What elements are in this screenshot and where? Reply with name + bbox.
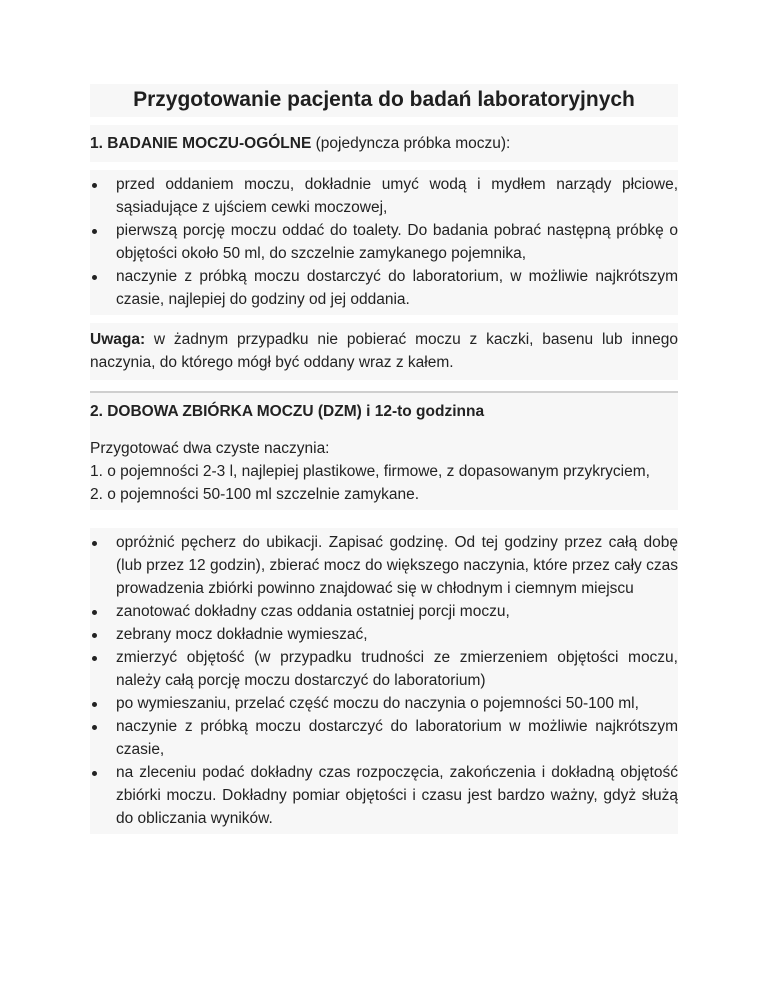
bullet-icon [92, 702, 97, 707]
list-item: zmierzyć objętość (w przypadku trudności ze zmierzeniem objętości moczu, należy całą porcję moczu dostarczyć do laboratorium) [90, 646, 678, 692]
list-item: przed oddaniem moczu, dokładnie umyć wodą i mydłem narządy płciowe, sąsiadujące z ujściem cewki moczowej, [90, 173, 678, 219]
document-page [90, 84, 678, 834]
list-item: naczynie z próbką moczu dostarczyć do laboratorium, w możliwie najkrótszym czasie, najlepiej do godziny od jej oddania. [90, 265, 678, 311]
bullet-icon [92, 183, 97, 188]
bullet-icon [92, 725, 97, 730]
list-item: opróżnić pęcherz do ubikacji. Zapisać godzinę. Od tej godziny przez całą dobę (lub przez 12 godzin), zbierać mocz do większego naczynia, które przez cały czas prowadzenia zbiórki powinno znajdować się w chłodnym i ciemnym miejscu [90, 531, 678, 600]
list-item: na zleceniu podać dokładny czas rozpoczęcia, zakończenia i dokładną objętość zbiórki moczu. Dokładny pomiar objętości i czasu jest bardzo ważny, gdyż służą do obliczania wyników. [90, 761, 678, 830]
section-1-heading-rest: (pojedyncza próbka moczu): [311, 135, 511, 152]
note-text: w żadnym przypadku nie pobierać moczu z kaczki, basenu lub innego naczynia, do którego mógł być oddany wraz z kałem. [90, 331, 678, 371]
list-item: zebrany mocz dokładnie wymieszać, [90, 623, 678, 646]
bullet-icon [92, 633, 97, 638]
page-title: Przygotowanie pacjenta do badań laboratoryjnych [133, 88, 635, 111]
bullet-icon [92, 610, 97, 615]
section-1-list [90, 170, 678, 315]
vessel-1-text: 1. o pojemności 2-3 l, najlepiej plastikowe, firmowe, z dopasowanym przykryciem, [90, 463, 650, 480]
section-1-heading [90, 125, 678, 162]
bullet-icon [92, 656, 97, 661]
section-2-intro [90, 430, 678, 510]
section-2-list [90, 528, 678, 834]
intro-text: Przygotować dwa czyste naczynia: [90, 440, 330, 457]
section-2-heading: 2. DOBOWA ZBIÓRKA MOCZU (DZM) i 12-to godzinna [90, 393, 678, 430]
bullet-icon [92, 275, 97, 280]
list-item: zanotować dokładny czas oddania ostatniej porcji moczu, [90, 600, 678, 623]
vessel-2-text: 2. o pojemności 50-100 ml szczelnie zamykane. [90, 486, 420, 503]
list-item: po wymieszaniu, przelać część moczu do naczynia o pojemności 50-100 ml, [90, 692, 678, 715]
bullet-icon [92, 541, 97, 546]
bullet-icon [92, 229, 97, 234]
list-item: naczynie z próbką moczu dostarczyć do laboratorium w możliwie najkrótszym czasie, [90, 715, 678, 761]
bullet-icon [92, 771, 97, 776]
title-band [90, 84, 678, 117]
section-1-heading-bold: 1. BADANIE MOCZU-OGÓLNE [90, 135, 312, 152]
list-item: pierwszą porcję moczu oddać do toalety. Do badania pobrać następną próbkę o objętości około 50 ml, do szczelnie zamykanego pojemnika, [90, 219, 678, 265]
note-label: Uwaga: [90, 331, 146, 348]
note-block [90, 323, 678, 380]
